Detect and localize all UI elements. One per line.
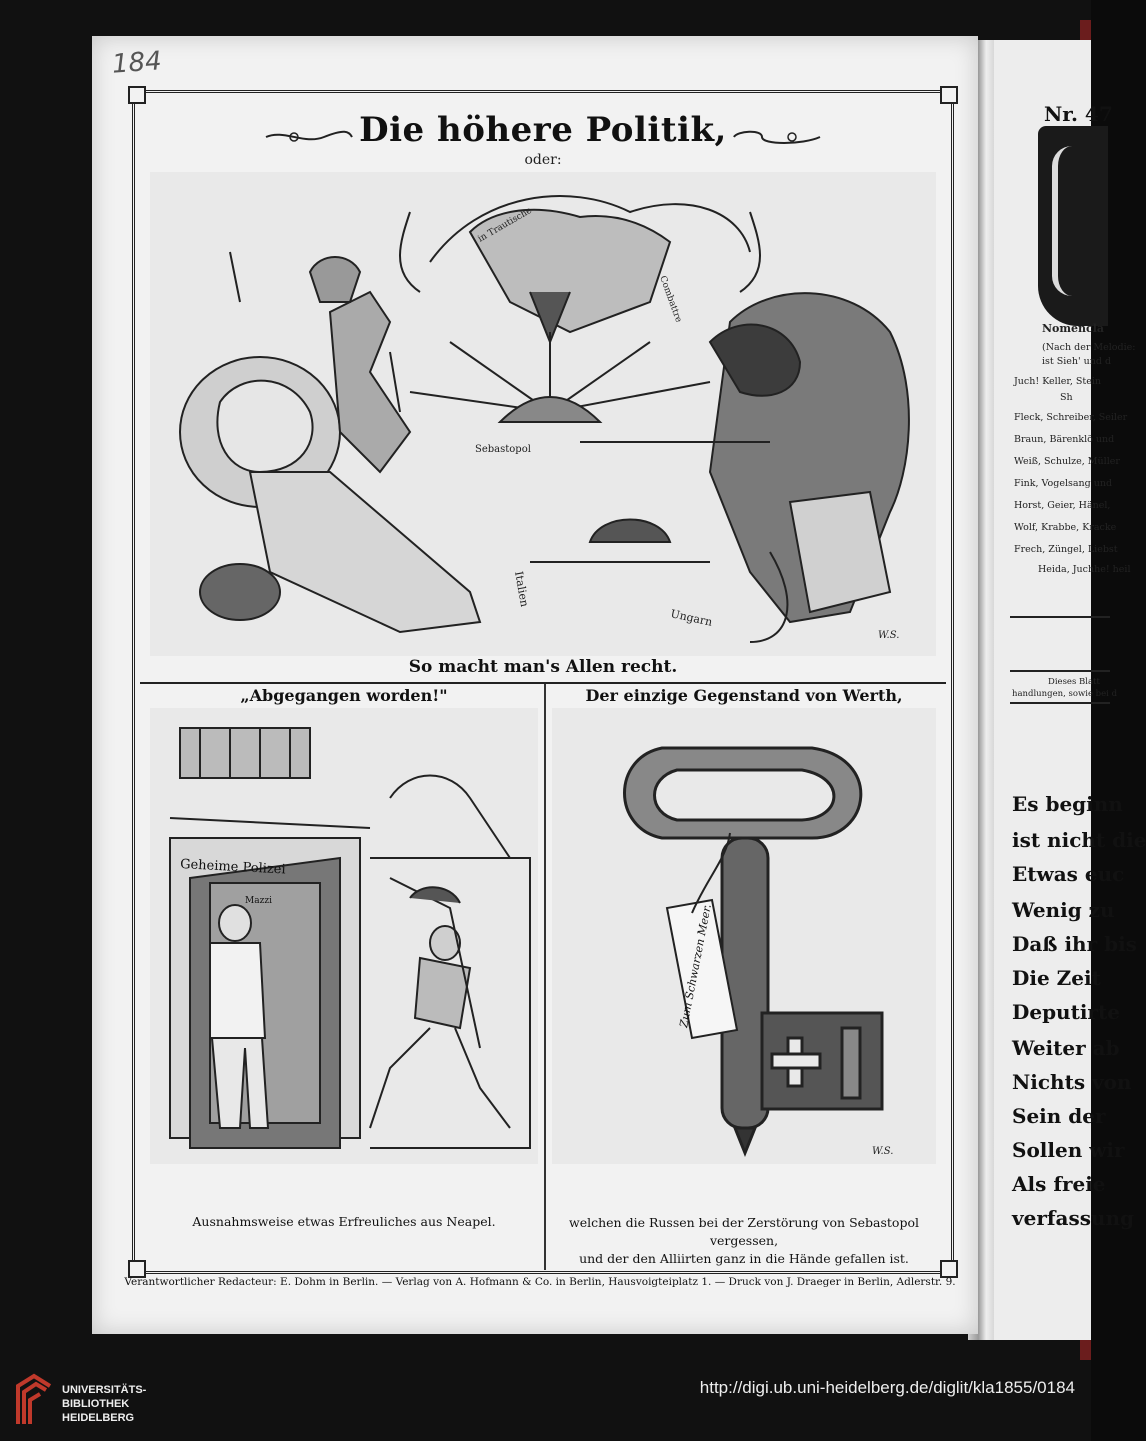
university-name-line: BIBLIOTHEK xyxy=(62,1398,130,1410)
page-title: Die höhere Politik, xyxy=(359,110,727,150)
frame-corner-ornament xyxy=(128,86,146,104)
facing-line: Heida, Juchhe! heil xyxy=(1038,564,1131,575)
facing-text-line: Sein der xyxy=(1012,1104,1106,1128)
right-panel-caption xyxy=(552,1214,936,1268)
facing-line: (Nach der Melodie: xyxy=(1042,342,1136,353)
right-panel-heading: Der einzige Gegenstand von Werth, xyxy=(585,686,903,705)
sebastopol-label: Sebastopol xyxy=(475,444,531,455)
facing-text-line: Sollen wir xyxy=(1012,1138,1125,1162)
facing-text-line: verfassung xyxy=(1012,1206,1135,1230)
facing-line: Sh xyxy=(1060,392,1073,403)
facing-line: Fink, Vogelsang und xyxy=(1014,478,1113,489)
university-name[interactable] xyxy=(62,1383,146,1425)
ornamental-initial xyxy=(1038,126,1108,326)
italien-label: Italien xyxy=(512,570,532,608)
page-number: 184 xyxy=(111,46,163,80)
ungarn-label: Ungarn xyxy=(669,607,714,629)
left-panel-illustration xyxy=(150,708,538,1164)
facing-page xyxy=(994,40,1146,1340)
right-panel-illustration xyxy=(552,708,936,1164)
facing-text-line: Als freie xyxy=(1012,1172,1106,1196)
door-nameplate: Mazzi xyxy=(245,896,272,906)
facing-line: Horst, Geier, Hänel, xyxy=(1014,500,1111,511)
flourish-left-icon xyxy=(264,127,354,147)
facing-text-line: Weiter ab xyxy=(1012,1036,1120,1060)
facing-text-line: Daß ihr bis xyxy=(1012,932,1137,956)
facing-notice-line: handlungen, sowie bei d xyxy=(1012,689,1118,699)
facing-notice-line: Dieses Blatt xyxy=(1048,677,1100,687)
right-caption-line-2: und der den Alliirten ganz in die Hände gefallen ist. xyxy=(579,1251,909,1266)
imprint-line: Verantwortlicher Redacteur: E. Dohm in Berlin. — Verlag von A. Hofmann & Co. in Berlin, Hausvoigteiplatz 1. — Druck von J. Draeger in Berlin, Adlerstr. 9. xyxy=(124,1276,956,1288)
right-caption-line-1: welchen die Russen bei der Zerstörung von Sebastopol vergessen, xyxy=(569,1215,919,1248)
facing-heading: Nomencla xyxy=(1042,322,1105,335)
facing-line: Juch! Keller, Stein xyxy=(1014,376,1102,387)
facing-issue-number: Nr. 47 xyxy=(1044,102,1113,126)
flag-right-label: Combattre xyxy=(657,274,684,324)
university-name-line: HEIDELBERG xyxy=(62,1412,135,1424)
facing-text-line: Wenig zu xyxy=(1012,898,1115,922)
facing-line: ist Sieh' und d xyxy=(1042,356,1112,367)
frame-corner-ornament xyxy=(940,86,958,104)
title-row xyxy=(140,110,946,150)
artist-signature: W.S. xyxy=(878,630,900,641)
permalink-url[interactable]: http://digi.ub.uni-heidelberg.de/diglit/kla1855/0184 xyxy=(699,1378,1075,1397)
main-caption: So macht man's Allen recht. xyxy=(408,657,678,677)
artist-signature-key: W.S. xyxy=(872,1146,894,1157)
viewer-footer xyxy=(0,1360,1091,1441)
section-divider xyxy=(140,682,946,684)
left-panel-heading: „Abgegangen worden!" xyxy=(240,686,448,705)
facing-text-line: ist nicht die xyxy=(1012,828,1146,852)
facing-rule xyxy=(1010,702,1110,704)
facing-text-line: Deputirte xyxy=(1012,1000,1120,1024)
left-panel-caption: Ausnahmsweise etwas Erfreuliches aus Neapel. xyxy=(192,1214,496,1229)
top-cartoon-illustration xyxy=(150,172,936,656)
page-subtitle: oder: xyxy=(524,152,562,168)
key-tag-label: Zum Schwarzen Meer. xyxy=(677,903,714,1029)
facing-text-line: Es beginn xyxy=(1012,792,1123,816)
facing-line: Wolf, Krabbe, Kracke xyxy=(1014,522,1117,533)
facing-notice xyxy=(1012,676,1117,700)
facing-line: Weiß, Schulze, Müller xyxy=(1014,456,1120,467)
facing-text-line: Nichts von xyxy=(1012,1070,1132,1094)
facing-line: Frech, Züngel, Liebst xyxy=(1014,544,1118,555)
facing-rule xyxy=(1010,670,1110,672)
facing-rule xyxy=(1010,616,1110,618)
facing-line: Braun, Bärenklö und xyxy=(1014,434,1115,445)
flourish-right-icon xyxy=(732,127,822,147)
facing-line: Fleck, Schreiber, Seiler xyxy=(1014,412,1128,423)
facing-text-line: Etwas euc xyxy=(1012,862,1125,886)
university-logo-icon[interactable] xyxy=(14,1372,54,1428)
flag-left-label: in Trautische xyxy=(476,205,534,245)
university-name-line: UNIVERSITÄTS- xyxy=(62,1384,147,1396)
column-divider xyxy=(544,684,546,1270)
police-sign: Geheime Polizei xyxy=(179,857,286,878)
facing-text-line: Die Zeit xyxy=(1012,966,1101,990)
